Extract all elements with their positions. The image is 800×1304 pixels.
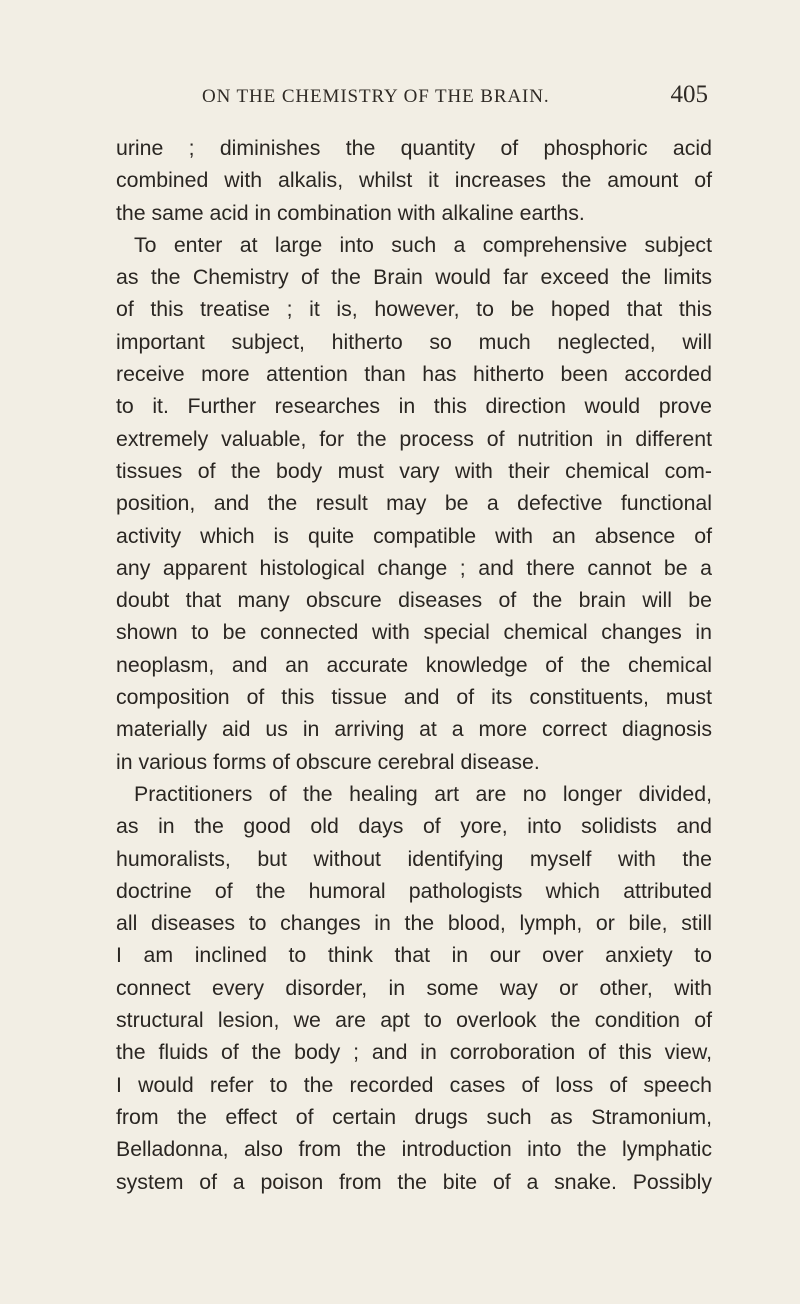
text-line: combined with alkalis, whilst it increases the amount of xyxy=(116,168,712,193)
text-line: the same acid in combination with alkaline earths. xyxy=(116,200,585,225)
text-line: composition of this tissue and of its constituents, must xyxy=(116,685,712,710)
text-line: doubt that many obscure diseases of the brain will be xyxy=(116,588,712,613)
text-line: position, and the result may be a defective functional xyxy=(116,491,712,516)
body-text xyxy=(116,132,712,1198)
text-line: system of a poison from the bite of a snake. Possibly xyxy=(116,1169,712,1194)
text-line: as the Chemistry of the Brain would far exceed the limits xyxy=(116,265,712,290)
text-line: neoplasm, and an accurate knowledge of the chemical xyxy=(116,652,712,677)
text-line: in various forms of obscure cerebral disease. xyxy=(116,749,540,774)
text-line: important subject, hitherto so much neglected, will xyxy=(116,329,712,354)
text-line: Belladonna, also from the introduction into the lymphatic xyxy=(116,1137,712,1162)
text-line: materially aid us in arriving at a more correct diagnosis xyxy=(116,717,712,742)
text-line: as in the good old days of yore, into solidists and xyxy=(116,814,712,839)
text-line: shown to be connected with special chemical changes in xyxy=(116,620,712,645)
text-line: structural lesion, we are apt to overlook the condition of xyxy=(116,1008,712,1033)
text-line: extremely valuable, for the process of nutrition in different xyxy=(116,426,712,451)
page-number: 405 xyxy=(670,81,708,108)
text-line: any apparent histological change ; and there cannot be a xyxy=(116,555,712,580)
page-header xyxy=(148,82,708,122)
running-head: ON THE CHEMISTRY OF THE BRAIN. xyxy=(202,86,550,107)
text-line: Practitioners of the healing art are no longer divided, xyxy=(134,781,712,806)
text-line: all diseases to changes in the blood, lymph, or bile, still xyxy=(116,911,712,936)
text-line: To enter at large into such a comprehensive subject xyxy=(134,232,712,257)
text-line: to it. Further researches in this direction would prove xyxy=(116,394,712,419)
text-line: receive more attention than has hitherto been accorded xyxy=(116,362,712,387)
text-line: doctrine of the humoral pathologists which attributed xyxy=(116,878,712,903)
text-line: urine ; diminishes the quantity of phosphoric acid xyxy=(116,136,712,160)
text-line: the fluids of the body ; and in corroboration of this view, xyxy=(116,1040,712,1065)
text-line: from the effect of certain drugs such as Stramonium, xyxy=(116,1104,712,1129)
text-line: humoralists, but without identifying myself with the xyxy=(116,846,712,871)
text-line: I would refer to the recorded cases of loss of speech xyxy=(116,1072,712,1097)
text-line: connect every disorder, in some way or other, with xyxy=(116,975,712,1000)
text-line: activity which is quite compatible with an absence of xyxy=(116,523,712,548)
text-line: of this treatise ; it is, however, to be hoped that this xyxy=(116,297,712,322)
text-line: I am inclined to think that in our over anxiety to xyxy=(116,943,712,968)
text-line: tissues of the body must vary with their chemical com- xyxy=(116,458,712,483)
